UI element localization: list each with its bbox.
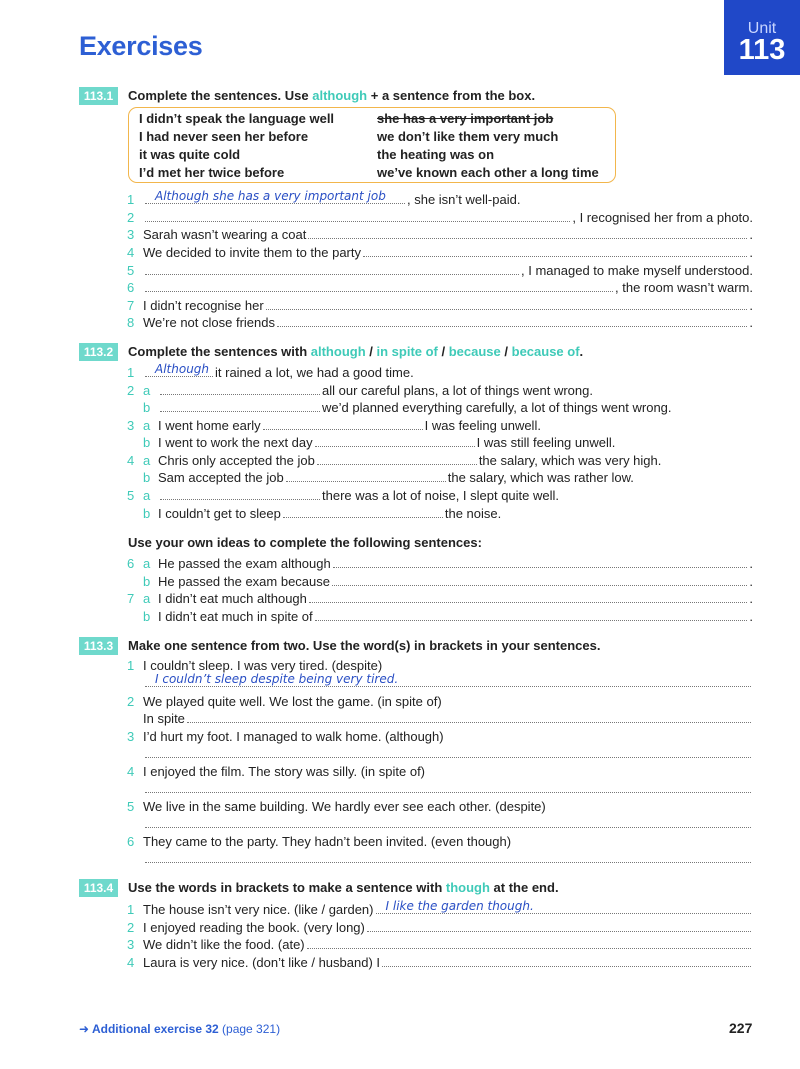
answer-blank[interactable]: [145, 220, 570, 222]
answer-blank[interactable]: [332, 584, 747, 586]
answer-line: [127, 780, 753, 796]
item-text-after: .: [749, 315, 753, 330]
exercise-heading: Complete the sentences. Use although + a sentence from the box.: [128, 88, 536, 103]
answer-blank[interactable]: [315, 445, 475, 447]
item-letter: a: [143, 591, 151, 606]
handwritten-answer: I like the garden though.: [385, 899, 534, 913]
answer-blank[interactable]: [266, 308, 748, 310]
answer-blank[interactable]: [145, 756, 751, 758]
handwritten-answer: Although she has a very important job: [155, 189, 386, 203]
answer-blank[interactable]: [283, 516, 443, 518]
page-number: 227: [729, 1020, 753, 1036]
box-right-4: we’ve known each other a long time: [377, 165, 599, 180]
item-text-after: .: [749, 556, 753, 571]
answer-blank[interactable]: [160, 393, 320, 395]
item-text-after: I was feeling unwell.: [424, 418, 541, 433]
box-right-2: we don’t like them very much: [377, 129, 559, 144]
item-text-before: He passed the exam although: [158, 556, 331, 571]
item-text-after: , I recognised her from a photo.: [572, 210, 753, 225]
exercise-item: [127, 314, 753, 330]
item-number: 5: [127, 799, 135, 814]
item-text-after: .: [749, 609, 753, 624]
exercise-question: [127, 728, 753, 744]
item-text: They came to the party. They hadn’t been invited. (even though): [143, 834, 512, 849]
item-text-before: I enjoyed reading the book. (very long): [143, 920, 365, 935]
exercise-item: [127, 936, 753, 952]
exercise-question: [127, 798, 753, 814]
own-ideas-heading: Use your own ideas to complete the following sentences:: [128, 535, 482, 550]
exercise-item: [127, 505, 753, 521]
item-text: We played quite well. We lost the game. (in spite of): [143, 694, 442, 709]
item-number: 4: [127, 955, 135, 970]
answer-blank[interactable]: [376, 899, 752, 914]
additional-exercise-link[interactable]: ➜ Additional exercise 32 (page 321): [79, 1022, 281, 1036]
item-text-after: we’d planned everything carefully, a lot of things went wrong.: [322, 400, 672, 415]
item-text-before: I went to work the next day: [158, 435, 313, 450]
exercise-tag: 113.4: [79, 879, 118, 897]
exercise-item: [127, 434, 753, 450]
answer-line: [127, 850, 753, 866]
item-number: 2: [127, 920, 135, 935]
item-number: 3: [127, 729, 135, 744]
answer-line: [127, 674, 753, 690]
item-text: I enjoyed the film. The story was silly. (in spite of): [143, 764, 426, 779]
item-letter: b: [143, 435, 151, 450]
exercise-heading: Complete the sentences with although / in spite of / because / because of.: [128, 344, 584, 359]
unit-label: Unit: [747, 20, 777, 37]
item-number: 5: [127, 488, 135, 503]
item-letter: b: [143, 506, 151, 521]
answer-blank[interactable]: [317, 463, 477, 465]
exercise-item: [127, 364, 753, 380]
item-text-after: .: [749, 574, 753, 589]
handwritten-answer: I couldn’t sleep despite being very tired.: [155, 672, 399, 686]
box-left-2: I had never seen her before: [139, 129, 309, 144]
item-number: 1: [127, 192, 135, 207]
item-text-after: .: [749, 591, 753, 606]
item-text-before: We decided to invite them to the party: [143, 245, 361, 260]
exercise-heading: Use the words in brackets to make a sentence with though at the end.: [128, 880, 559, 895]
exercise-item: [127, 573, 753, 589]
item-number: 1: [127, 658, 135, 673]
item-text-after: , she isn’t well-paid.: [407, 192, 521, 207]
item-text-after: .: [749, 227, 753, 242]
item-text-before: We didn’t like the food. (ate): [143, 937, 305, 952]
item-number: 5: [127, 263, 135, 278]
item-text-after: , I managed to make myself understood.: [521, 263, 753, 278]
item-text-after: all our careful plans, a lot of things went wrong.: [322, 383, 593, 398]
item-number: 8: [127, 315, 135, 330]
item-letter: a: [143, 418, 151, 433]
exercise-heading: Make one sentence from two. Use the word(s) in brackets in your sentences.: [128, 638, 601, 653]
exercise-tag: 113.1: [79, 87, 118, 105]
item-text-before: We’re not close friends: [143, 315, 275, 330]
exercise-item: [127, 226, 753, 242]
answer-line: [127, 745, 753, 761]
item-number: 2: [127, 694, 135, 709]
item-number: 6: [127, 834, 135, 849]
item-text-before: Laura is very nice. (don’t like / husband) I: [143, 955, 381, 970]
exercise-item: [127, 382, 753, 398]
item-text-before: Chris only accepted the job: [158, 453, 315, 468]
item-letter: b: [143, 470, 151, 485]
exercise-item: [127, 590, 753, 606]
exercise-item: [127, 262, 753, 278]
item-text: We live in the same building. We hardly ever see each other. (despite): [143, 799, 546, 814]
item-text-after: , the room wasn’t warm.: [615, 280, 753, 295]
box-left-3: it was quite cold: [139, 147, 241, 162]
item-text-before: Sarah wasn’t wearing a coat: [143, 227, 307, 242]
exercise-item: [127, 279, 753, 295]
item-text-before: In spite: [143, 711, 185, 726]
answer-blank[interactable]: [308, 237, 747, 239]
answer-blank[interactable]: [315, 619, 748, 621]
exercise-item: [127, 901, 753, 917]
item-letter: b: [143, 400, 151, 415]
item-letter: b: [143, 574, 151, 589]
item-number: 4: [127, 245, 135, 260]
answer-blank[interactable]: [145, 362, 213, 377]
item-number: 7: [127, 591, 135, 606]
answer-blank[interactable]: [333, 566, 748, 568]
answer-line: [127, 710, 753, 726]
exercise-item: [127, 417, 753, 433]
answer-blank[interactable]: [145, 273, 519, 275]
item-text-after: I was still feeling unwell.: [476, 435, 616, 450]
item-letter: a: [143, 556, 151, 571]
answer-blank[interactable]: [145, 672, 751, 687]
answer-blank[interactable]: [307, 947, 751, 949]
exercise-item: [127, 469, 753, 485]
item-text-before: I didn’t eat much although: [158, 591, 307, 606]
exercise-item: [127, 954, 753, 970]
item-text-after: .: [749, 245, 753, 260]
item-number: 1: [127, 365, 135, 380]
exercise-question: [127, 693, 753, 709]
item-text-before: I didn’t eat much in spite of: [158, 609, 313, 624]
item-text-after: .: [749, 298, 753, 313]
unit-badge: [724, 0, 800, 75]
exercise-tag: 113.3: [79, 637, 118, 655]
answer-blank[interactable]: [160, 410, 320, 412]
answer-blank[interactable]: [382, 965, 751, 967]
item-text-after: the noise.: [444, 506, 502, 521]
item-text-after: there was a lot of noise, I slept quite well.: [322, 488, 560, 503]
exercise-question: [127, 657, 753, 673]
handwritten-answer: Although: [155, 362, 210, 376]
answer-blank[interactable]: [145, 791, 751, 793]
answer-blank[interactable]: [187, 721, 751, 723]
item-letter: a: [143, 383, 151, 398]
exercise-item: [127, 608, 753, 624]
item-number: 4: [127, 453, 135, 468]
item-text-after: it rained a lot, we had a good time.: [215, 365, 414, 380]
exercise-question: [127, 763, 753, 779]
exercise-item: [127, 209, 753, 225]
answer-blank[interactable]: [145, 189, 405, 204]
exercise-item: [127, 919, 753, 935]
exercise-question: [127, 833, 753, 849]
item-number: 3: [127, 418, 135, 433]
exercise-item: [127, 297, 753, 313]
item-text-before: I didn’t recognise her: [143, 298, 264, 313]
item-number: 3: [127, 937, 135, 952]
answer-blank[interactable]: [286, 480, 446, 482]
item-letter: a: [143, 488, 151, 503]
exercise-item: [127, 452, 753, 468]
answer-blank[interactable]: [363, 255, 747, 257]
item-number: 2: [127, 210, 135, 225]
item-text-before: The house isn’t very nice. (like / garden): [143, 902, 374, 917]
answer-blank[interactable]: [263, 428, 423, 430]
item-number: 4: [127, 764, 135, 779]
answer-blank[interactable]: [367, 930, 751, 932]
item-text: I couldn’t sleep. I was very tired. (despite): [143, 658, 383, 673]
answer-blank[interactable]: [145, 826, 751, 828]
box-left-4: I’d met her twice before: [139, 165, 285, 180]
answer-blank[interactable]: [309, 601, 747, 603]
box-left-1: I didn’t speak the language well: [139, 111, 335, 126]
answer-line: [127, 815, 753, 831]
item-text-before: Sam accepted the job: [158, 470, 284, 485]
unit-number: 113: [738, 34, 786, 66]
item-number: 3: [127, 227, 135, 242]
answer-blank[interactable]: [277, 325, 747, 327]
item-number: 6: [127, 556, 135, 571]
exercise-item: [127, 244, 753, 260]
item-letter: a: [143, 453, 151, 468]
arrow-right-icon: ➜: [79, 1022, 90, 1036]
item-text-after: the salary, which was very high.: [478, 453, 662, 468]
exercise-item: [127, 191, 753, 207]
answer-blank[interactable]: [145, 290, 613, 292]
page-title: Exercises: [79, 31, 203, 61]
item-number: 1: [127, 902, 135, 917]
item-text-before: I went home early: [158, 418, 261, 433]
exercise-tag: 113.2: [79, 343, 118, 361]
item-number: 2: [127, 383, 135, 398]
answer-blank[interactable]: [160, 498, 320, 500]
item-number: 6: [127, 280, 135, 295]
item-text: I’d hurt my foot. I managed to walk home. (although): [143, 729, 444, 744]
item-text-before: I couldn’t get to sleep: [158, 506, 281, 521]
exercise-item: [127, 555, 753, 571]
box-right-1: she has a very important job: [377, 111, 554, 126]
item-number: 7: [127, 298, 135, 313]
box-right-3: the heating was on: [377, 147, 495, 162]
exercise-item: [127, 399, 753, 415]
exercise-item: [127, 487, 753, 503]
item-text-after: the salary, which was rather low.: [447, 470, 634, 485]
answer-blank[interactable]: [145, 861, 751, 863]
item-text-before: He passed the exam because: [158, 574, 330, 589]
item-letter: b: [143, 609, 151, 624]
